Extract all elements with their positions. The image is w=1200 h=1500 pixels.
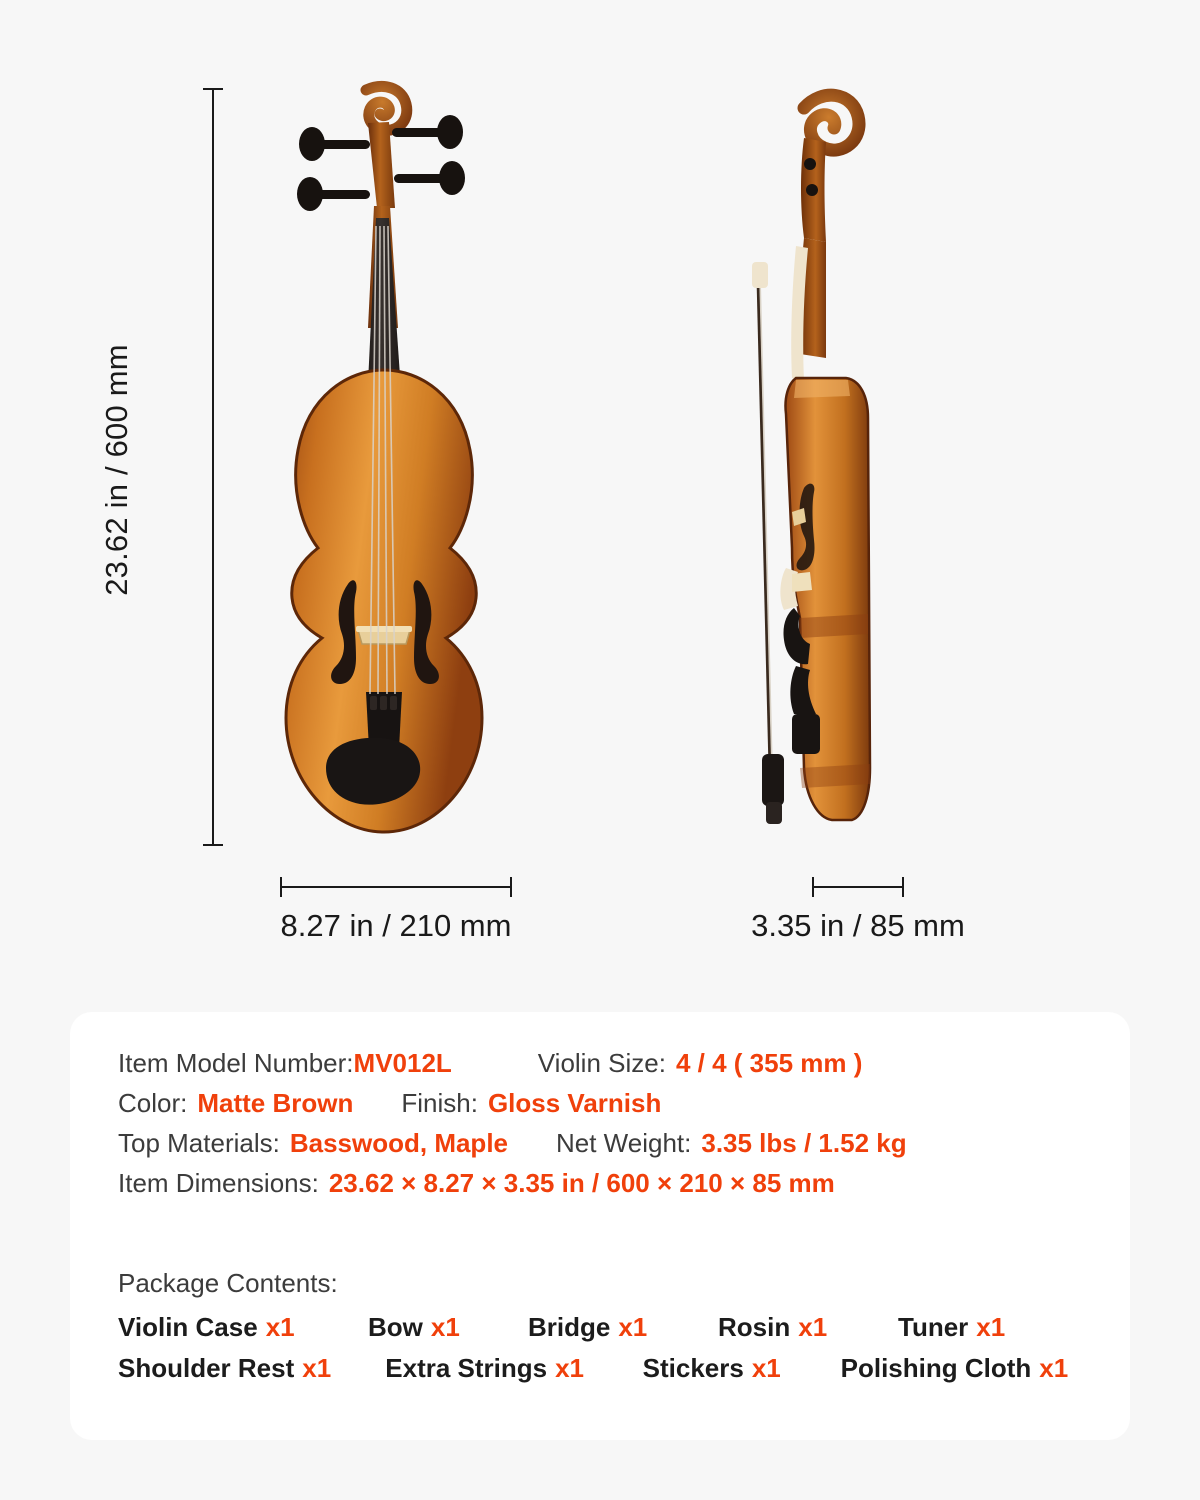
height-dimension-line — [212, 88, 214, 846]
model-number-value: MV012L — [353, 1048, 452, 1078]
package-item — [368, 1312, 528, 1343]
package-item — [643, 1353, 841, 1384]
spec-row-color-finish — [118, 1088, 1098, 1119]
model-number-label: Item Model Number: — [118, 1048, 354, 1078]
package-item-name: Bow — [368, 1312, 423, 1342]
package-contents-list — [118, 1312, 1098, 1394]
specification-list — [118, 1048, 1098, 1208]
package-item-name: Tuner — [898, 1312, 969, 1342]
item-dimensions-value: 23.62 × 8.27 × 3.35 in / 600 × 210 × 85 mm — [328, 1168, 835, 1198]
package-contents-row — [118, 1312, 1098, 1343]
package-item-name: Extra Strings — [385, 1353, 548, 1383]
finish-label: Finish: — [401, 1088, 478, 1118]
specification-card — [70, 1012, 1130, 1440]
violin-size-label: Violin Size: — [537, 1048, 666, 1078]
package-item-name: Polishing Cloth — [840, 1353, 1032, 1383]
package-item-name: Shoulder Rest — [118, 1353, 295, 1383]
package-item — [118, 1353, 385, 1384]
top-materials-label: Top Materials: — [118, 1128, 280, 1158]
spec-row-model-size — [118, 1048, 1098, 1079]
violin-size-value: 4 / 4 ( 355 mm ) — [675, 1048, 863, 1078]
package-item — [841, 1353, 1098, 1384]
height-dimension-label: 23.62 in / 600 mm — [99, 344, 134, 596]
package-item-name: Violin Case — [118, 1312, 258, 1342]
package-item-qty: x1 — [265, 1312, 295, 1342]
package-item-qty: x1 — [302, 1353, 332, 1383]
spec-row-dimensions — [118, 1168, 1098, 1199]
item-dimensions-label: Item Dimensions: — [118, 1168, 319, 1198]
spec-row-materials-weight — [118, 1128, 1098, 1159]
package-item-qty: x1 — [976, 1312, 1006, 1342]
package-item-qty: x1 — [555, 1353, 585, 1383]
package-contents-row — [118, 1353, 1098, 1384]
front-width-dimension-line — [280, 886, 512, 888]
package-item-qty: x1 — [430, 1312, 460, 1342]
finish-value: Gloss Varnish — [487, 1088, 662, 1118]
side-width-dimension-line — [812, 886, 904, 888]
package-contents-title: Package Contents: — [118, 1268, 338, 1298]
package-item-qty: x1 — [798, 1312, 828, 1342]
package-item — [898, 1312, 1078, 1343]
color-value: Matte Brown — [197, 1088, 354, 1118]
package-item-qty: x1 — [751, 1353, 781, 1383]
color-label: Color: — [118, 1088, 188, 1118]
package-item-name: Stickers — [642, 1353, 744, 1383]
package-item-qty: x1 — [1039, 1353, 1069, 1383]
net-weight-value: 3.35 lbs / 1.52 kg — [701, 1128, 907, 1158]
top-materials-value: Basswood, Maple — [289, 1128, 508, 1158]
side-width-dimension-label: 3.35 in / 85 mm — [751, 908, 965, 943]
package-item-qty: x1 — [618, 1312, 648, 1342]
package-item — [118, 1312, 368, 1343]
package-item — [528, 1312, 718, 1343]
violin-side-view — [700, 78, 960, 873]
net-weight-label: Net Weight: — [556, 1128, 692, 1158]
package-item — [718, 1312, 898, 1343]
front-width-dimension-label: 8.27 in / 210 mm — [280, 908, 512, 943]
package-item-name: Rosin — [718, 1312, 791, 1342]
violin-front-view — [256, 78, 556, 873]
package-item-name: Bridge — [528, 1312, 611, 1342]
package-item — [385, 1353, 642, 1384]
